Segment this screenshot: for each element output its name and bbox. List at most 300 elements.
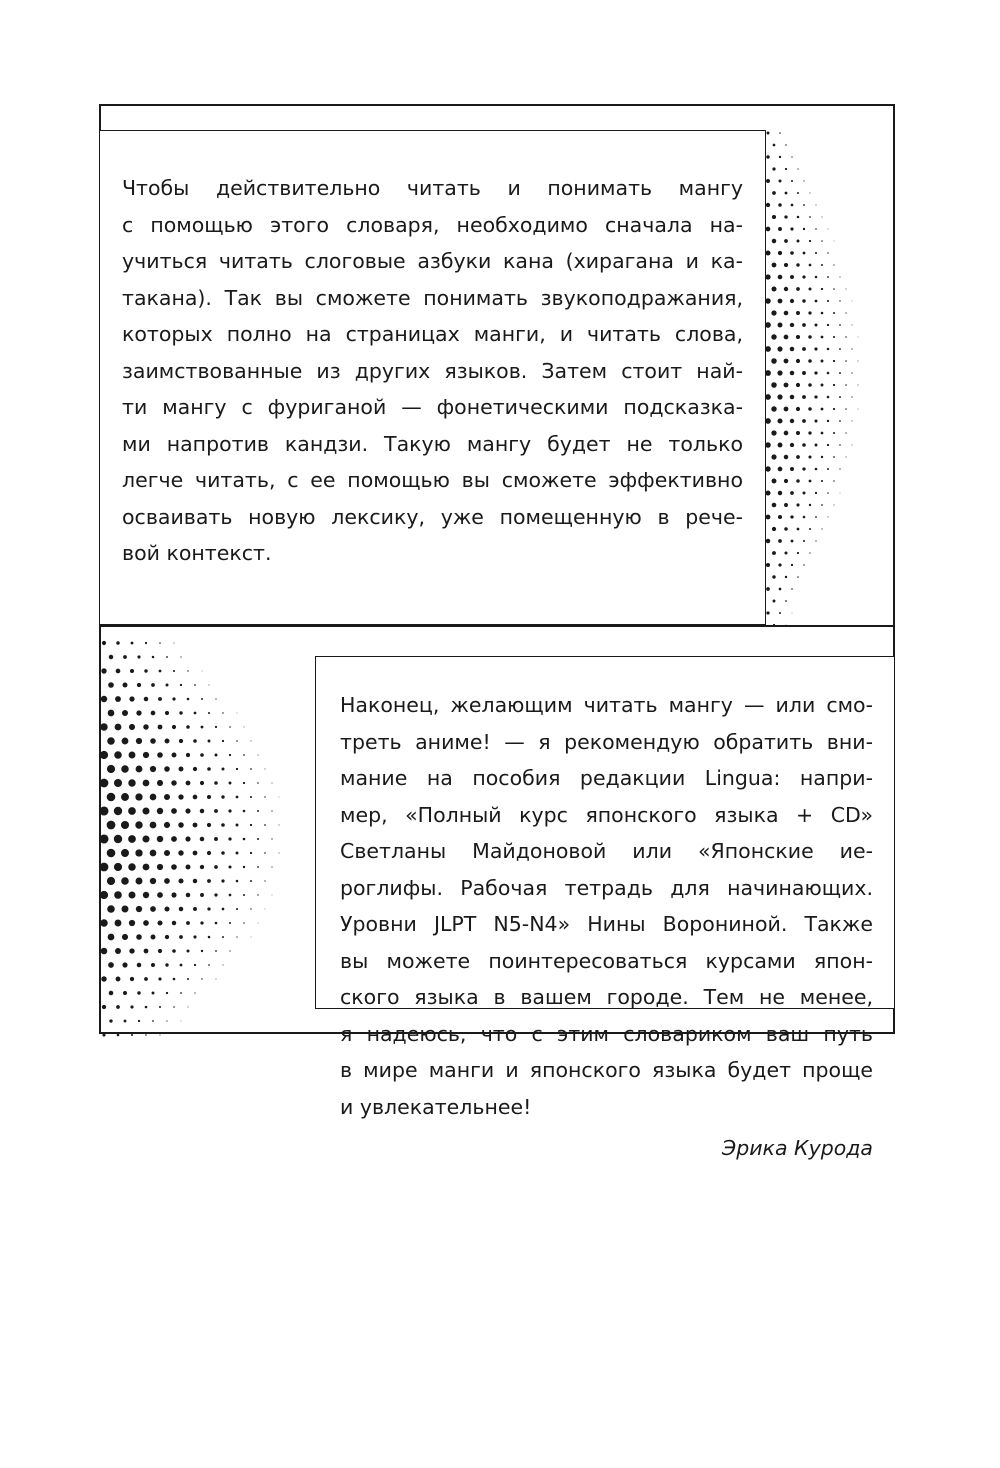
halftone-dot xyxy=(116,977,121,982)
halftone-dot xyxy=(171,864,177,870)
halftone-dot xyxy=(772,167,775,170)
paragraph-line: Наконец, желающим читать мангу — или смо- xyxy=(340,693,873,717)
halftone-dot xyxy=(145,1006,148,1009)
halftone-dot xyxy=(115,920,122,927)
halftone-dot xyxy=(784,431,789,436)
halftone-dot xyxy=(766,179,770,183)
paragraph-line: мание на пособия редакции Lingua: напри- xyxy=(340,766,873,790)
halftone-dot xyxy=(790,395,795,400)
halftone-dot xyxy=(279,797,280,798)
halftone-dot xyxy=(791,204,794,207)
halftone-dot xyxy=(107,849,116,858)
halftone-dot xyxy=(803,492,806,495)
halftone-dot xyxy=(116,669,121,674)
halftone-dot xyxy=(128,863,136,871)
halftone-dot xyxy=(815,228,817,230)
halftone-dot xyxy=(243,922,244,923)
halftone-dot xyxy=(772,239,776,243)
halftone-dot xyxy=(186,753,190,757)
halftone-dot xyxy=(271,838,272,839)
halftone-dot xyxy=(809,552,810,553)
halftone-dot xyxy=(833,312,835,314)
halftone-dot xyxy=(222,740,224,742)
halftone-dot xyxy=(839,444,841,446)
halftone-dot xyxy=(186,725,190,729)
halftone-dot xyxy=(228,865,231,868)
halftone-dot xyxy=(777,370,782,375)
paragraph-line: осваивать новую лексику, уже помещенную в рече- xyxy=(122,504,743,529)
halftone-dot xyxy=(821,264,823,266)
halftone-dot xyxy=(784,287,788,291)
paragraph-line: ского языка в вашем городе. Тем не менее, xyxy=(340,985,873,1009)
halftone-dot xyxy=(200,753,204,757)
halftone-dot xyxy=(122,710,128,716)
halftone-dot xyxy=(827,492,829,494)
halftone-dot xyxy=(809,264,812,267)
halftone-dot xyxy=(181,1021,182,1022)
halftone-dot xyxy=(840,493,841,494)
halftone-dot xyxy=(833,384,835,386)
halftone-dot xyxy=(796,479,800,483)
halftone-dot xyxy=(827,420,829,422)
halftone-dot xyxy=(767,132,770,135)
halftone-dot xyxy=(207,767,211,771)
halftone-dot xyxy=(271,866,272,867)
halftone-dot xyxy=(814,371,817,374)
paragraph-line: такана). Так вы сможете понимать звукоподражания, xyxy=(122,285,743,310)
halftone-dot xyxy=(159,1034,160,1035)
halftone-dot xyxy=(784,215,787,218)
halftone-dot xyxy=(144,697,149,702)
halftone-dot xyxy=(264,880,265,881)
halftone-dot xyxy=(264,824,266,826)
halftone-dot xyxy=(790,323,794,327)
halftone-dot xyxy=(797,192,799,194)
halftone-dot xyxy=(809,216,811,218)
halftone-dot xyxy=(150,906,156,912)
halftone-dot xyxy=(114,807,122,815)
halftone-dot xyxy=(152,656,155,659)
author-signature: Эрика Курода xyxy=(721,1136,873,1160)
section-divider xyxy=(99,625,895,627)
halftone-dot xyxy=(833,264,834,265)
halftone-dot xyxy=(171,892,176,897)
halftone-dot xyxy=(100,919,108,927)
halftone-dot xyxy=(784,503,788,507)
halftone-dot xyxy=(797,240,800,243)
halftone-dot xyxy=(803,180,804,181)
halftone-dot xyxy=(216,979,217,980)
halftone-dot xyxy=(851,396,852,397)
halftone-dot xyxy=(173,978,176,981)
paragraph-line: мер, «Полный курс японского языка + CD» xyxy=(340,802,873,827)
paragraph-line: Уровни JLPT N5-N4» Нины Ворониной. Также xyxy=(340,912,873,936)
halftone-dot xyxy=(791,540,794,543)
halftone-dot xyxy=(130,669,134,673)
halftone-dot xyxy=(208,740,211,743)
halftone-dot xyxy=(833,456,835,458)
halftone-dot xyxy=(766,611,769,614)
halftone-dot xyxy=(194,964,196,966)
halftone-dot xyxy=(839,276,840,277)
halftone-dot xyxy=(796,335,800,339)
halftone-dot xyxy=(771,334,776,339)
halftone-dot xyxy=(839,348,841,350)
paragraph-line: вой контекст. xyxy=(122,541,272,565)
halftone-dot xyxy=(778,563,781,566)
halftone-dot xyxy=(784,263,788,267)
halftone-dot xyxy=(802,371,806,375)
halftone-dot xyxy=(222,712,223,713)
halftone-dot xyxy=(802,467,805,470)
halftone-dot xyxy=(121,849,129,857)
halftone-dot xyxy=(164,822,170,828)
halftone-dot xyxy=(137,963,142,968)
halftone-dot xyxy=(200,921,203,924)
halftone-dot xyxy=(130,1005,133,1008)
halftone-dot xyxy=(131,1034,133,1036)
halftone-dot xyxy=(784,407,789,412)
halftone-dot xyxy=(772,527,776,531)
halftone-dot xyxy=(200,837,205,842)
halftone-dot xyxy=(821,504,823,506)
halftone-dot xyxy=(228,837,231,840)
halftone-dot xyxy=(100,751,108,759)
halftone-dot xyxy=(772,575,775,578)
halftone-dot xyxy=(802,443,806,447)
halftone-dot xyxy=(136,738,142,744)
halftone-dot xyxy=(785,576,787,578)
halftone-dot xyxy=(766,515,771,520)
halftone-dot xyxy=(827,276,829,278)
halftone-dot xyxy=(214,781,218,785)
halftone-dot xyxy=(771,406,776,411)
halftone-dot xyxy=(765,466,770,471)
halftone-dot xyxy=(809,192,810,193)
halftone-dot xyxy=(779,588,782,591)
halftone-dot xyxy=(121,877,129,885)
halftone-dot xyxy=(802,299,805,302)
halftone-dot xyxy=(208,684,209,685)
halftone-dot xyxy=(159,642,161,644)
halftone-dot xyxy=(236,852,239,855)
halftone-dot xyxy=(815,252,817,254)
halftone-dot xyxy=(258,923,259,924)
halftone-dot xyxy=(821,384,824,387)
halftone-dot xyxy=(115,696,121,702)
halftone-dot xyxy=(822,217,823,218)
halftone-dot xyxy=(809,240,811,242)
halftone-dot xyxy=(257,810,259,812)
halftone-dot xyxy=(250,796,252,798)
halftone-dot xyxy=(815,468,818,471)
halftone-dot xyxy=(193,851,198,856)
halftone-dot xyxy=(796,359,800,363)
halftone-dot xyxy=(791,564,793,566)
halftone-dot xyxy=(778,491,782,495)
halftone-dot xyxy=(790,491,794,495)
halftone-dot xyxy=(123,655,127,659)
halftone-dot xyxy=(143,780,150,787)
halftone-dot xyxy=(193,823,198,828)
halftone-dot xyxy=(784,311,789,316)
halftone-dot xyxy=(803,516,806,519)
halftone-dot xyxy=(257,866,259,868)
halftone-dot xyxy=(187,978,189,980)
halftone-dot xyxy=(808,359,812,363)
halftone-dot xyxy=(790,419,794,423)
halftone-dot xyxy=(808,311,811,314)
halftone-dot xyxy=(766,155,769,158)
halftone-dot xyxy=(200,809,204,813)
paragraph-top xyxy=(122,170,743,572)
halftone-dot xyxy=(179,711,182,714)
halftone-dot xyxy=(772,503,777,508)
halftone-dot xyxy=(827,324,829,326)
halftone-dot xyxy=(107,793,116,802)
halftone-dot xyxy=(222,964,223,965)
halftone-dot xyxy=(834,505,835,506)
halftone-dot xyxy=(208,712,210,714)
halftone-dot xyxy=(821,240,823,242)
halftone-dot xyxy=(771,286,776,291)
halftone-dot xyxy=(791,180,793,182)
halftone-dot xyxy=(193,907,197,911)
halftone-dot xyxy=(851,372,852,373)
halftone-dot xyxy=(839,420,841,422)
halftone-dot xyxy=(790,371,795,376)
halftone-dot xyxy=(808,335,811,338)
halftone-dot xyxy=(802,275,805,278)
halftone-dot xyxy=(791,156,792,157)
halftone-dot xyxy=(785,144,786,145)
halftone-dot xyxy=(122,906,129,913)
halftone-dot xyxy=(265,769,266,770)
halftone-dot xyxy=(185,808,190,813)
halftone-dot xyxy=(243,894,245,896)
halftone-dot xyxy=(766,587,770,591)
halftone-dot xyxy=(172,753,177,758)
halftone-dot xyxy=(766,203,770,207)
halftone-dot xyxy=(173,670,175,672)
halftone-dot xyxy=(114,751,122,759)
halftone-dot xyxy=(221,851,225,855)
halftone-dot xyxy=(772,263,777,268)
halftone-dot xyxy=(178,822,184,828)
halftone-dot xyxy=(790,299,794,303)
halftone-dot xyxy=(194,684,196,686)
halftone-dot xyxy=(243,866,245,868)
halftone-dot xyxy=(186,893,191,898)
halftone-dot xyxy=(136,710,141,715)
halftone-dot xyxy=(858,385,859,386)
halftone-dots-top xyxy=(765,130,875,625)
halftone-dot xyxy=(222,908,225,911)
halftone-dot xyxy=(236,908,238,910)
halftone-dot xyxy=(765,442,771,448)
halftone-dot xyxy=(129,752,136,759)
halftone-dot xyxy=(852,445,853,446)
halftone-dot xyxy=(122,962,127,967)
halftone-dot xyxy=(772,215,776,219)
halftone-dot xyxy=(784,455,788,459)
halftone-dot xyxy=(250,824,252,826)
halftone-dot xyxy=(797,576,799,578)
halftone-dot xyxy=(264,852,266,854)
halftone-dot xyxy=(157,780,163,786)
halftone-dot xyxy=(101,668,106,673)
halftone-dot xyxy=(201,978,202,979)
halftone-dot xyxy=(803,204,805,206)
halftone-dot xyxy=(858,337,859,338)
halftone-dot xyxy=(137,991,140,994)
halftone-dot xyxy=(128,807,136,815)
halftone-dot xyxy=(250,908,251,909)
halftone-dot xyxy=(797,528,800,531)
halftone-dot xyxy=(802,395,806,399)
halftone-dot xyxy=(772,551,776,555)
halftone-dot xyxy=(179,767,184,772)
halftone-dot xyxy=(809,504,811,506)
halftone-dot xyxy=(243,782,245,784)
paragraph-line: которых полно на страницах манги, и читать слова, xyxy=(122,322,743,346)
halftone-dot xyxy=(785,600,787,602)
halftone-dot xyxy=(228,809,231,812)
halftone-dot xyxy=(157,892,163,898)
halftone-dot xyxy=(129,948,134,953)
halftone-dot xyxy=(808,455,811,458)
halftone-dot xyxy=(839,324,841,326)
halftone-dot xyxy=(790,443,794,447)
halftone-dot xyxy=(114,863,122,871)
halftone-dot xyxy=(765,322,771,328)
halftone-dot xyxy=(215,698,216,699)
halftone-dot xyxy=(102,641,106,645)
halftone-dot xyxy=(229,894,232,897)
halftone-dot xyxy=(166,1020,167,1021)
halftone-dot xyxy=(851,420,852,421)
halftone-dot xyxy=(821,408,824,411)
halftone-dot xyxy=(808,407,811,410)
halftone-dot xyxy=(821,312,824,315)
halftone-dot xyxy=(215,754,218,757)
halftone-dot xyxy=(143,724,148,729)
halftone-dot xyxy=(193,767,197,771)
halftone-dot xyxy=(790,275,794,279)
halftone-dot xyxy=(785,168,787,170)
halftone-dot xyxy=(773,144,776,147)
halftone-dot xyxy=(814,395,817,398)
halftone-dot xyxy=(171,780,176,785)
halftone-dot xyxy=(802,323,806,327)
halftone-dot xyxy=(158,949,162,953)
halftone-dot xyxy=(173,1006,175,1008)
halftone-dot xyxy=(136,934,142,940)
halftone-dot xyxy=(827,300,829,302)
halftone-dot xyxy=(815,540,816,541)
halftone-dot xyxy=(109,655,113,659)
halftone-dot xyxy=(207,795,211,799)
halftone-dot xyxy=(207,879,211,883)
halftone-dot xyxy=(828,229,829,230)
halftone-dot xyxy=(803,228,805,230)
halftone-dot xyxy=(180,684,182,686)
halftone-dot xyxy=(839,372,841,374)
halftone-dot xyxy=(778,443,783,448)
halftone-dot xyxy=(766,539,770,543)
halftone-dot xyxy=(279,825,280,826)
halftone-dot xyxy=(101,948,108,955)
halftone-dot xyxy=(135,793,142,800)
halftone-dot xyxy=(145,642,147,644)
halftone-dot xyxy=(815,276,818,279)
halftone-dot xyxy=(193,739,197,743)
halftone-dot xyxy=(100,779,109,788)
halftone-dot xyxy=(138,1020,140,1022)
halftone-dot xyxy=(808,383,812,387)
halftone-dot xyxy=(250,852,252,854)
halftone-dot xyxy=(151,683,155,687)
halftone-dot xyxy=(107,877,115,885)
halftone-dot xyxy=(179,935,183,939)
halftone-dot xyxy=(142,835,149,842)
halftone-dot xyxy=(165,711,169,715)
halftone-dot xyxy=(229,782,232,785)
halftone-dot xyxy=(821,360,824,363)
halftone-dot xyxy=(790,515,793,518)
halftone-dot xyxy=(827,252,828,253)
halftone-dot xyxy=(159,670,162,673)
halftone-dot xyxy=(137,655,140,658)
halftone-dot xyxy=(201,950,203,952)
halftone-dot xyxy=(187,950,190,953)
halftone-dot xyxy=(808,431,811,434)
halftone-dot xyxy=(833,288,835,290)
halftone-dot xyxy=(821,336,824,339)
halftone-dot xyxy=(151,963,155,967)
halftone-dot xyxy=(834,241,835,242)
halftone-dot xyxy=(827,468,829,470)
halftone-dot xyxy=(157,836,163,842)
halftone-dot xyxy=(272,895,273,896)
halftone-dot xyxy=(215,950,217,952)
halftone-dot xyxy=(265,909,266,910)
halftone-dot xyxy=(821,432,824,435)
halftone-dot xyxy=(207,851,211,855)
halftone-dot xyxy=(121,765,129,773)
halftone-dot xyxy=(243,838,246,841)
halftone-dot xyxy=(100,723,107,730)
paragraph-line: ти мангу с фуриганой — фонетическими подсказка- xyxy=(122,395,743,419)
halftone-dot xyxy=(117,1034,120,1037)
halftone-dot xyxy=(845,384,847,386)
halftone-dot xyxy=(803,252,806,255)
halftone-dot xyxy=(773,600,776,603)
halftone-dot xyxy=(777,418,782,423)
halftone-dot xyxy=(797,552,799,554)
halftone-dot xyxy=(777,346,782,351)
halftone-dot xyxy=(107,765,115,773)
halftone-dot xyxy=(144,977,148,981)
halftone-dot xyxy=(236,768,238,770)
halftone-dot xyxy=(845,408,847,410)
halftone-dot xyxy=(180,964,183,967)
halftone-dot xyxy=(271,810,272,811)
halftone-dot xyxy=(250,768,252,770)
halftone-dot xyxy=(165,935,169,939)
halftone-dot xyxy=(186,781,191,786)
halftone-dot xyxy=(200,781,204,785)
